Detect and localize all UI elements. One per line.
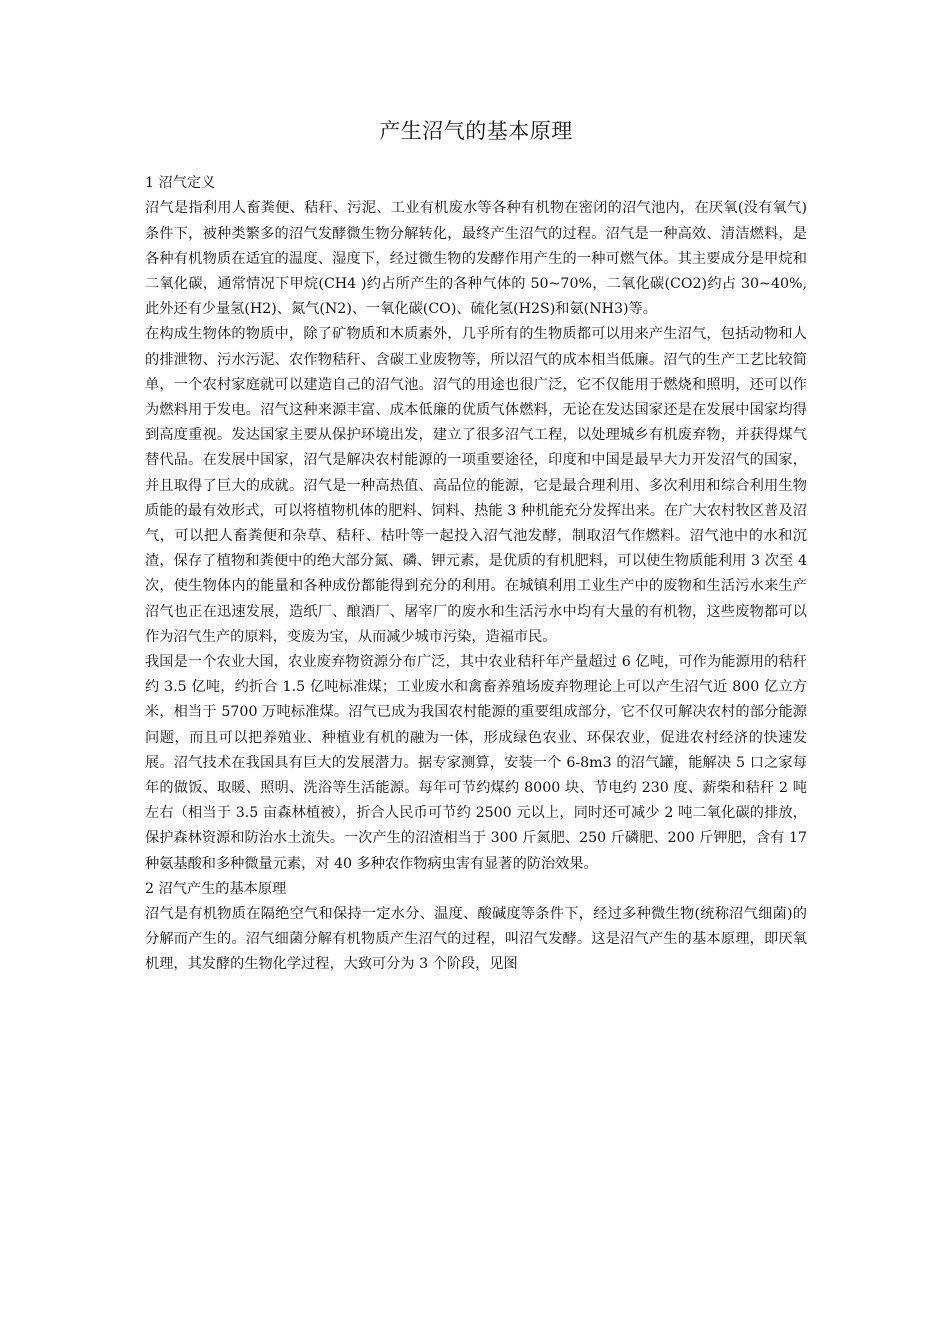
section-heading: 1 沼气定义 <box>145 175 216 192</box>
page-title: 产生沼气的基本原理 <box>379 119 573 143</box>
paragraph: 沼气是有机物质在隔绝空气和保持一定水分、温度、酸碱度等条件下，经过多种微生物(统称沼气细菌)的分解而产生的。沼气细菌分解有机物质产生沼气的过程，叫沼气发酵。这是沼气产生的基本原理，即厌氧机理，其发酵的生物化学过程，大致可分为 3 个阶段，见图 <box>145 905 807 973</box>
section-principle <box>145 877 807 978</box>
paragraph: 沼气是指利用人畜粪便、秸秆、污泥、工业有机废水等各种有机物在密闭的沼气池内，在厌氧(没有氧气)条件下，被种类繁多的沼气发酵微生物分解转化，最终产生沼气的过程。沼气是一种高效、清洁燃料，是各种有机物质在适宜的温度、湿度下，经过微生物的发酵作用产生的一种可燃气体。其主要成分是甲烷和二氧化碳，通常情况下甲烷(CH4 )约占所产生的各种气体的 50~70%，二氧化碳(CO2)约占 30~40%,此外还有少量氢(H2)、氮气(N2)、一氧化碳(CO)、硫化氢(H2S)和氨(NH3)等。 <box>145 200 807 318</box>
section-definition <box>145 171 807 876</box>
paragraph: 我国是一个农业大国，农业废弃物资源分布广泛，其中农业秸秆年产量超过 6 亿吨，可作为能源用的秸秆约 3.5 亿吨，约折合 1.5 亿吨标准煤；工业废水和禽畜养殖场废弃物理论上可以产生沼气近 800 亿立方米，相当于 5700 万吨标准煤。沼气已成为我国农村能源的重要组成部分，它不仅可解决农村的部分能源问题，而且可以把养殖业、种植业有机的融为一体，形成绿色农业、环保农业，促进农村经济的快速发展。沼气技术在我国具有巨大的发展潜力。据专家测算，安装一个 6-8m3 的沼气罐，能解决 5 口之家每年的做饭、取暖、照明、洗浴等生活能源。每年可节约煤约 8000 块、节电约 230 度、薪柴和秸秆 2 吨左右（相当于 3.5 亩森林植被），折合人民币可节约 2500 元以上，同时还可减少 2 吨二氧化碳的排放，保护森林资源和防治水土流失。一次产生的沼渣相当于 300 斤氮肥、250 斤磷肥、200 斤钾肥，含有 17 种氨基酸和多种微量元素，对 40 多种农作物病虫害有显著的防治效果。 <box>145 653 807 872</box>
paragraph: 在构成生物体的物质中，除了矿物质和木质素外，几乎所有的生物质都可以用来产生沼气，包括动物和人的排泄物、污水污泥、农作物秸秆、含碳工业废物等，所以沼气的成本相当低廉。沼气的生产工艺比较简单，一个农村家庭就可以建造自己的沼气池。沼气的用途也很广泛，它不仅能用于燃烧和照明，还可以作为燃料用于发电。沼气这种来源丰富、成本低廉的优质气体燃料，无论在发达国家还是在发展中国家均得到高度重视。发达国家主要从保护环境出发，建立了很多沼气工程，以处理城乡有机废弃物，并获得煤气替代品。在发展中国家，沼气是解决农村能源的一项重要途径，印度和中国是最早大力开发沼气的国家，并且取得了巨大的成就。沼气是一种高热值、高品位的能源，它是最合理利用、多次利用和综合利用生物质能的最有效形式，可以将植物机体的肥料、饲料、热能 3 种机能充分发挥出来。在广大农村牧区普及沼气，可以把人畜粪便和杂草、秸秆、枯叶等一起投入沼气池发酵，制取沼气作燃料。沼气池中的水和沉渣，保存了植物和粪便中的绝大部分氮、磷、钾元素，是优质的有机肥料，可以使生物质能利用 3 次至 4 次，使生物体内的能量和各种成份都能得到充分的利用。在城镇利用工业生产中的废物和生活污水来生产沼气也正在迅速发展，造纸厂、酿酒厂、屠宰厂的废水和生活污水中均有大量的有机物，这些废物都可以作为沼气生产的原料，变废为宝，从而减少城市污染，造福市民。 <box>145 326 807 645</box>
document-body <box>145 118 807 977</box>
section-heading: 2 沼气产生的基本原理 <box>145 880 287 897</box>
